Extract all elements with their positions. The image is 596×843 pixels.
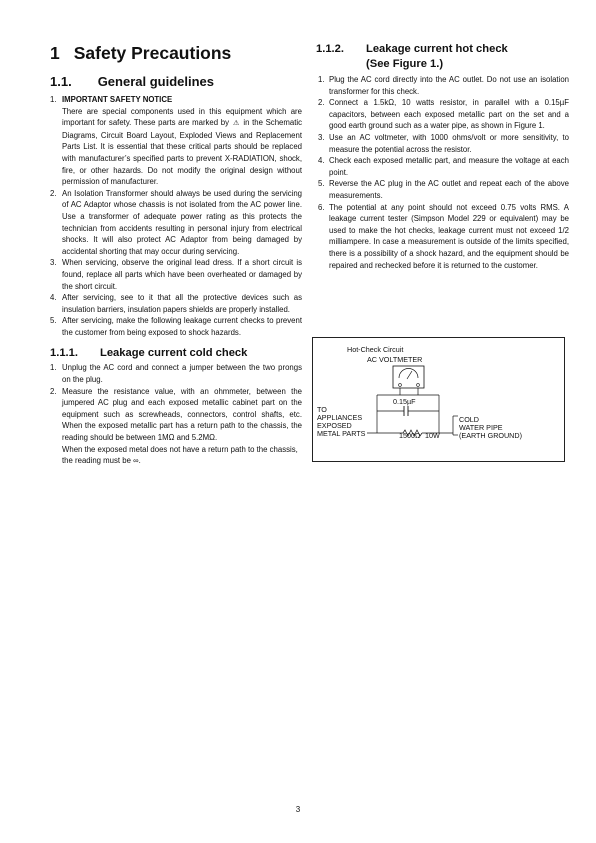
list-item: 5. Reverse the AC plug in the AC outlet and repeat each of the above measurements.: [318, 179, 569, 200]
list-item: 1. IMPORTANT SAFETY NOTICE There are special components used in this equipment which are important for safety. These parts are marked by ⚠ in the Schematic Diagrams, Circuit Board Layout, Exploded Views and Replacement Parts List. It is essential that these critical parts should be replaced with manufacturer’s specified parts to prevent X-RADIATION, shock, fire, or other hazards. Do not modify the original design without permission of manufacturer.: [50, 95, 302, 187]
right-column: [316, 42, 569, 271]
subsection-heading-hot-check: [316, 42, 569, 72]
resistor-value: 1500Ω: [399, 431, 421, 440]
page-number: 3: [295, 805, 301, 814]
left-label-to: TO: [317, 405, 327, 414]
list-item-text: When the exposed metal does not have a return path to the chassis, the reading must be ∞.: [62, 444, 298, 466]
section-number: 1.1.: [50, 74, 72, 89]
chapter-number: 1: [50, 43, 60, 63]
subsection-number: 1.1.2.: [316, 43, 344, 55]
left-column: [50, 42, 302, 467]
list-item-text: Unplug the AC cord and connect a jumper between the two prongs on the plug.: [62, 363, 302, 385]
hot-check-list: [318, 74, 569, 271]
list-item: 5. After servicing, make the following leakage current checks to prevent the customer from being exposed to shock hazards.: [50, 316, 302, 337]
subsection-heading-cold-check: [50, 346, 302, 360]
list-item: 3. When servicing, observe the original lead dress. If a short circuit is found, replace all parts which have been overheated or damaged by the short circuit.: [50, 258, 302, 291]
list-item-text: Reverse the AC plug in the AC outlet and repeat each of the above measurements.: [329, 179, 569, 200]
list-item: 2. Connect a 1.5kΩ, 10 watts resistor, in parallel with a 0.15µF capacitors, between each exposed metallic part on the set and a good earth ground such as a water pipe, as shown in Figure 1.: [318, 98, 569, 131]
circuit-diagram: [313, 338, 566, 463]
list-item-text: After servicing, see to it that all the protective devices such as insulation barriers, insulation papers shields are properly installed.: [62, 293, 302, 314]
list-item-text: The potential at any point should not exceed 0.75 volts RMS. A leakage current tester (Simpson Model 229 or equivalent) may be used to make the hot checks, leakage current must not exceed 1/2 milliampere. In case a measurement is outside of the limits specified, there is a possibility of a shock hazard, and the equipment should be repaired and rechecked before it is returned to the customer.: [329, 202, 569, 270]
subsection-title: Leakage current cold check: [100, 347, 248, 360]
list-item: 3. Use an AC voltmeter, with 1000 ohms/volt or more sensitivity, to measure the potential across the resistor.: [318, 132, 569, 154]
list-item-text: Plug the AC cord directly into the AC outlet. Do not use an isolation transformer for this check.: [329, 75, 569, 96]
chapter-heading: [50, 42, 302, 64]
general-guidelines-list: [50, 94, 302, 338]
left-label-metal-parts: METAL PARTS: [317, 429, 366, 438]
subsection-number: 1.1.1.: [50, 347, 78, 360]
list-item: 1. Unplug the AC cord and connect a jumper between the two prongs on the plug.: [50, 363, 302, 385]
list-item: 4. After servicing, see to it that all the protective devices such as insulation barriers, insulation papers shields are properly installed.: [50, 293, 302, 314]
cold-check-list: [50, 362, 302, 466]
list-item-text: An Isolation Transformer should always be used during the servicing of AC Adaptor whose chassis is not isolated from the AC power line. Use a transformer of adequate power rating as this protects the technician from accidents resulting in personal injury from electrical shocks. It will also protect AC Adaptor from being damaged by accidental shorting that may occur during servicing.: [62, 188, 302, 256]
subsection-subtitle: (See Figure 1.): [366, 58, 444, 70]
section-title: General guidelines: [97, 74, 215, 89]
list-item: 2. Measure the resistance value, with an ohmmeter, between the jumpered AC plug and each exposed metallic cabinet part on the equipment such as screwheads, connectors, control shafts, etc. When the exposed metallic part has a return path to the chassis, the reading should be between 1MΩ and 5.2MΩ. When the exposed metal does not have a return path to the chassis, the reading must be ∞.: [50, 386, 302, 466]
left-label-appliances: APPLIANCES: [317, 413, 363, 422]
voltmeter-label: AC VOLTMETER: [367, 355, 423, 364]
warning-triangle-icon: ⚠: [233, 120, 240, 128]
list-item-text: Use an AC voltmeter, with 1000 ohms/volt or more sensitivity, to measure the potential across the resistor.: [329, 132, 569, 154]
list-item-text: Measure the resistance value, with an ohmmeter, between the jumpered AC plug and each exposed metallic cabinet part on the equipment such as screwheads, connectors, control shafts, etc. When the exposed metallic part has a return path to the chassis, the reading should be between 1MΩ and 5.2MΩ.: [62, 386, 302, 443]
subsection-title: Leakage current hot check: [366, 43, 508, 55]
figure-caption: Hot-Check Circuit: [347, 345, 404, 354]
list-item: 1. Plug the AC cord directly into the AC outlet. Do not use an isolation transformer for this check.: [318, 75, 569, 96]
hot-check-circuit-figure: [312, 337, 565, 462]
list-item-text: There are special components used in this equipment which are important for safety. These parts are marked by: [62, 106, 302, 128]
capacitor-label: 0.15µF: [393, 397, 416, 406]
section-heading-general: [50, 74, 302, 90]
list-item: 4. Check each exposed metallic part, and measure the voltage at each point.: [318, 156, 569, 177]
right-label-cold: COLD: [459, 415, 479, 424]
list-item-text: Check each exposed metallic part, and measure the voltage at each point.: [329, 156, 569, 177]
list-item: 6. The potential at any point should not exceed 0.75 volts RMS. A leakage current tester (Simpson Model 229 or equivalent) may be used to make the hot checks, leakage current must not exceed 1/2 milliampere. In case a measurement is outside of the limits specified, there is a possibility of a shock hazard, and the equipment should be repaired and rechecked before it is returned to the customer.: [318, 202, 569, 270]
list-item-text: Connect a 1.5kΩ, 10 watts resistor, in parallel with a 0.15µF capacitors, between each exposed metallic part on the set and a good earth ground such as a water pipe, as shown in Figure 1.: [329, 98, 569, 131]
right-label-water-pipe: WATER PIPE: [459, 423, 503, 432]
list-item-text: After servicing, make the following leakage current checks to prevent the customer from being exposed to shock hazards.: [62, 316, 302, 337]
left-label-exposed: EXPOSED: [317, 421, 352, 430]
list-item: 2. An Isolation Transformer should always be used during the servicing of AC Adaptor whose chassis is not isolated from the AC power line. Use a transformer of adequate power rating as this protects the technician from accidents resulting in personal injury from electrical shocks. It will also protect AC Adaptor from being damaged by accidental shorting that may occur during servicing.: [50, 188, 302, 256]
right-label-earth-ground: (EARTH GROUND): [459, 431, 522, 440]
chapter-title: Safety Precautions: [73, 43, 232, 63]
resistor-power: 10W: [425, 431, 440, 440]
list-item-text: in the Schematic Diagrams, Circuit Board Layout, Exploded Views and Replacement Parts List. It is essential that these critical parts should be replaced with manufacturer’s specified parts to prevent X-RADIATION, shock, fire, or other hazards. Do not modify the original design without permission of manufacturer.: [62, 118, 302, 187]
list-item-text: When servicing, observe the original lead dress. If a short circuit is found, replace all parts which have been overheated or damaged by the short circuit.: [62, 258, 302, 291]
important-notice-heading: IMPORTANT SAFETY NOTICE: [62, 95, 173, 104]
